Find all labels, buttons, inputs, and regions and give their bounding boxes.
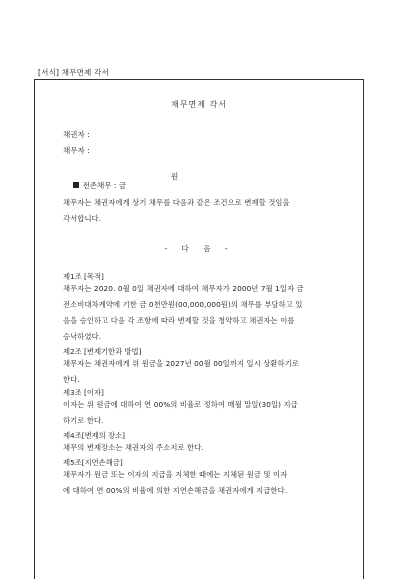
article-line: 채무의 변제장소는 채권자의 주소지로 한다. bbox=[63, 443, 204, 452]
article-2-heading: 제2조 [변제기한과 방법] bbox=[63, 347, 142, 356]
article-5-body bbox=[63, 467, 345, 499]
article-3-heading: 제3조 [이자] bbox=[63, 388, 104, 397]
creditor-label: 채권자 : bbox=[63, 130, 90, 139]
article-line: 한다. bbox=[63, 375, 80, 384]
obligation-label: 전존채무 : 금 bbox=[82, 181, 127, 190]
article-4-body bbox=[63, 440, 345, 456]
article-line: 하기로 한다. bbox=[63, 416, 104, 425]
document-title: 채무면제 각서 bbox=[171, 100, 227, 109]
article-5-heading: 제5조[지연손해금] bbox=[63, 458, 123, 467]
debtor-label: 채무자 : bbox=[63, 146, 90, 155]
article-line: 채무자는 채권자에게 위 원금을 2027년 00월 00일까지 일시 상환하기로 bbox=[63, 359, 300, 368]
intro-line: 채무자는 채권자에게 상기 채무를 다음과 같은 조건으로 변제할 것임을 bbox=[63, 198, 290, 207]
intro-paragraph bbox=[63, 195, 345, 227]
article-line: 에 대하여 연 00%의 비율에 의한 지연손해금을 채권자에게 지급한다. bbox=[63, 486, 288, 495]
article-line: 전소비대차계약에 기한 금 0천만원(00,000,000원)의 채무를 부담하고 있 bbox=[63, 300, 303, 309]
article-1-body bbox=[63, 281, 345, 345]
article-2-body bbox=[63, 356, 345, 388]
document-box bbox=[34, 79, 364, 579]
intro-line: 각서합니다. bbox=[63, 214, 102, 223]
form-label: [서식] 채무면제 각서 bbox=[38, 68, 109, 77]
article-4-heading: 제4조[변제의 장소] bbox=[63, 431, 125, 440]
article-3-body bbox=[63, 397, 345, 429]
separator: - 다 음 - bbox=[164, 244, 234, 253]
article-line: 채무자는 2020. 0월 0일 채권자에 대하여 채무자가 2000년 7월 1일자 금 bbox=[63, 284, 304, 293]
article-line: 음을 승인하고 다음 각 조항에 따라 변제할 것을 청약하고 채권자는 이를 bbox=[63, 316, 295, 325]
article-line: 승낙하였다. bbox=[63, 332, 102, 341]
article-1-heading: 제1조 [목적] bbox=[63, 272, 104, 281]
filled-square-icon bbox=[73, 182, 79, 188]
article-line: 채무자가 원금 또는 이자의 지급을 지체한 때에는 지체된 원금 및 이자 bbox=[63, 470, 288, 479]
article-line: 이자는 위 원금에 대하여 연 00%의 비율로 정하여 매월 말일(30일) 지급 bbox=[63, 400, 298, 409]
obligation-unit: 원 bbox=[171, 172, 179, 181]
